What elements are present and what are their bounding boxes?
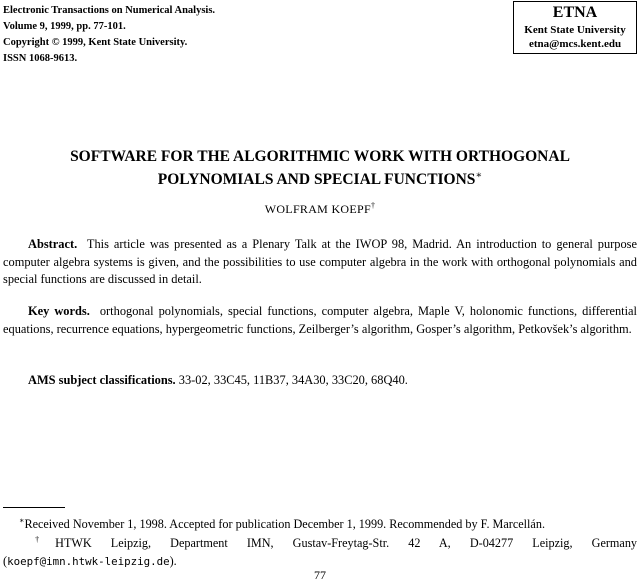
author-email-link[interactable]: koepf@imn.htwk-leipzig.de bbox=[7, 555, 170, 569]
author-footnote-mark: † bbox=[370, 201, 376, 210]
abstract-text: This article was presented as a Plenary Talk at the IWOP 98, Madrid. An introduction to general purpose computer algebra systems is given, and the possibilities to use computer algebra in the work with orthogonal polynomials and special functions are discussed in detail. bbox=[3, 237, 637, 286]
abstract-label: Abstract. bbox=[28, 237, 78, 251]
author bbox=[0, 201, 640, 217]
paper-title bbox=[0, 147, 640, 189]
etna-box bbox=[513, 1, 637, 54]
keywords-label: Key words. bbox=[28, 304, 90, 318]
page-number: 77 bbox=[314, 568, 326, 582]
paper-title-line1: SOFTWARE FOR THE ALGORITHMIC WORK WITH ORTHOGONAL bbox=[70, 148, 570, 165]
footnote-received bbox=[3, 512, 637, 533]
ams-classifications bbox=[3, 372, 637, 390]
etna-email: etna@mcs.kent.edu bbox=[528, 38, 622, 50]
ams-label: AMS subject classifications. bbox=[28, 373, 176, 387]
footnote-received-mark: ∗ bbox=[19, 516, 25, 525]
footnote-affiliation-line bbox=[3, 531, 637, 552]
footnote-affiliation-mark: † bbox=[19, 535, 56, 544]
title-footnote-mark: ∗ bbox=[475, 170, 483, 181]
keywords bbox=[3, 303, 637, 338]
keywords-text: orthogonal polynomials, special functions, computer algebra, Maple V, holonomic functions, differential equations, recurrence equations, hypergeometric functions, Zeilberger’s algorithm, Gosper’s algorithm, Petkovšek’s algorithm. bbox=[3, 304, 637, 336]
ams-text: 33-02, 33C45, 11B37, 34A30, 33C20, 68Q40. bbox=[178, 373, 408, 387]
journal-issn: ISSN 1068-9613. bbox=[3, 53, 78, 64]
footnote-email-line bbox=[3, 554, 177, 568]
etna-name: ETNA bbox=[552, 4, 598, 21]
author-name: WOLFRAM KOEPF bbox=[264, 202, 371, 216]
footnote-email-open: ( bbox=[3, 554, 8, 569]
abstract bbox=[3, 236, 637, 289]
paper-title-line2: POLYNOMIALS AND SPECIAL FUNCTIONS bbox=[157, 171, 476, 189]
journal-name: Electronic Transactions on Numerical Analysis. bbox=[3, 5, 216, 16]
footnote-received-text: Received November 1, 1998. Accepted for publication December 1, 1999. Recommended by F. Marcellán. bbox=[24, 517, 545, 532]
journal-volume: Volume 9, 1999, pp. 77-101. bbox=[3, 21, 126, 32]
footnote-affiliation bbox=[3, 531, 637, 571]
footnote-rule bbox=[3, 507, 65, 508]
paper-title-line2-wrap bbox=[0, 166, 640, 189]
footnote-email-close: ). bbox=[169, 554, 177, 569]
etna-institution: Kent State University bbox=[524, 24, 626, 36]
footnote-affiliation-text: HTWK Leipzig, Department IMN, Gustav-Freytag-Str. 42 A, D-04277 Leipzig, Germany bbox=[55, 536, 638, 551]
journal-copyright: Copyright © 1999, Kent State University. bbox=[3, 37, 188, 48]
journal-header bbox=[3, 3, 215, 67]
